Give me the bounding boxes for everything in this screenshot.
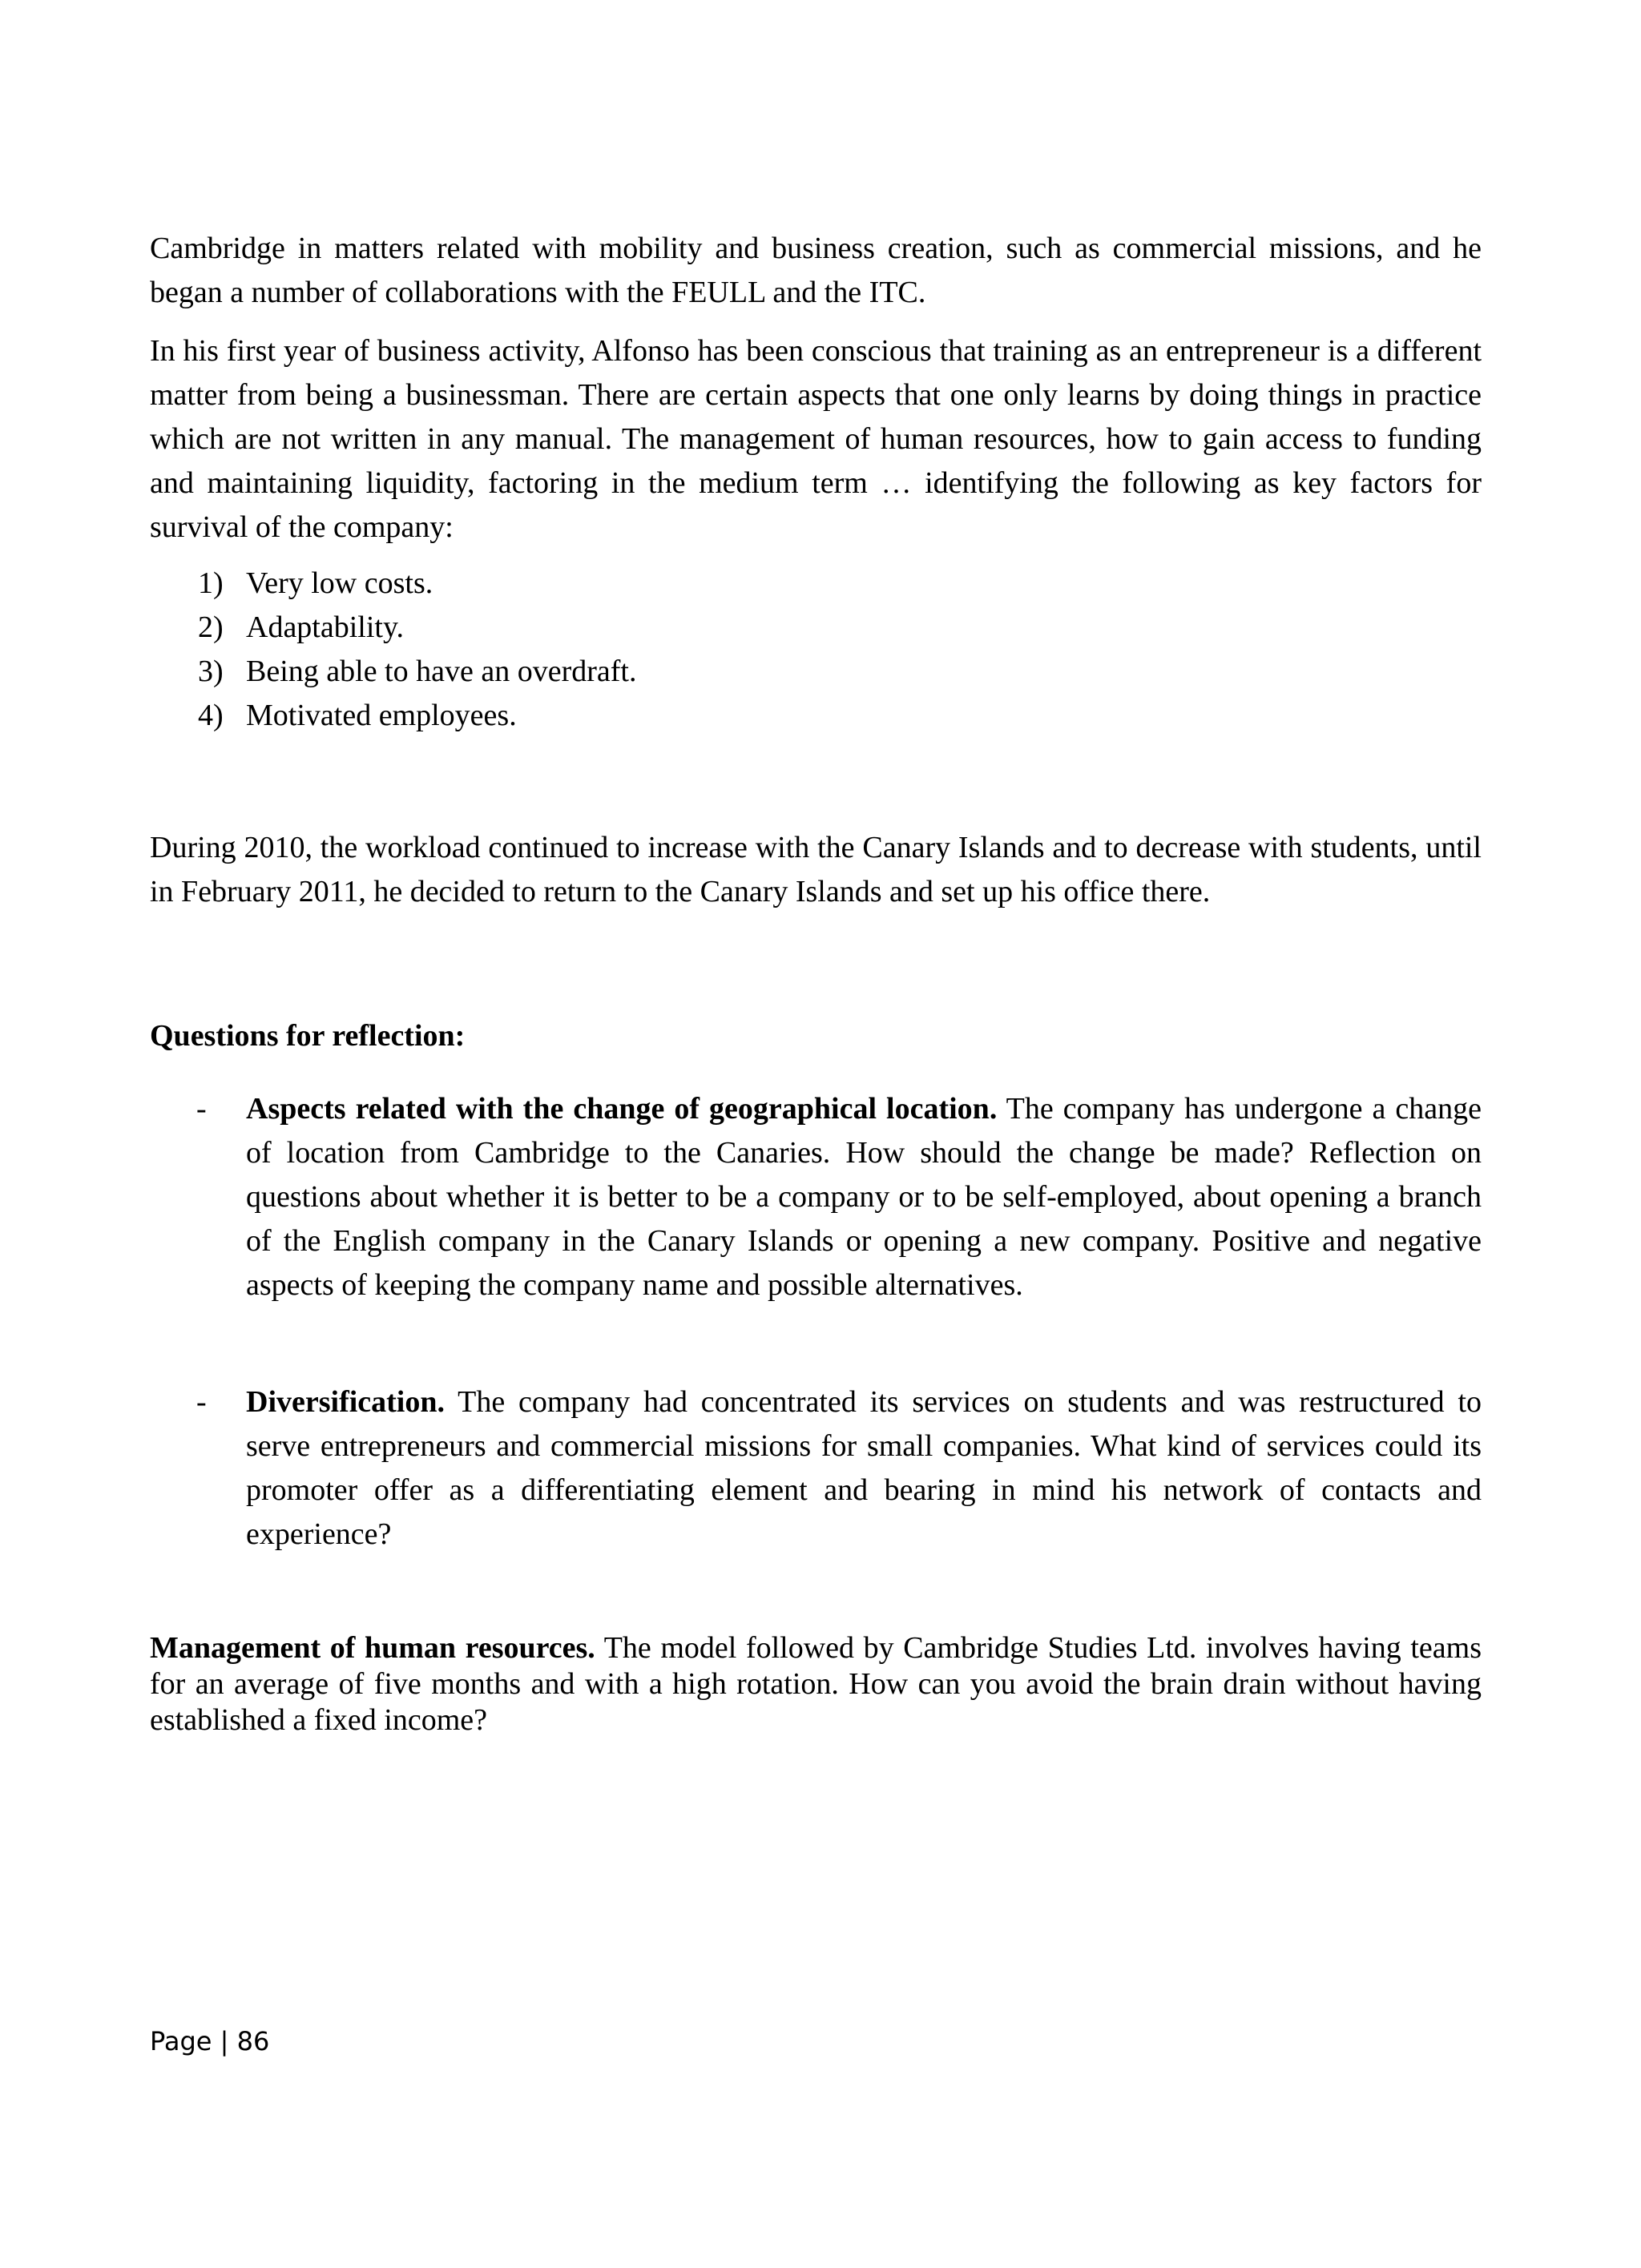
list-number: 1): [198, 566, 224, 600]
list-item: [150, 562, 1482, 606]
page-body: [150, 227, 1482, 1738]
question-title: Aspects related with the change of geographical location.: [246, 1092, 998, 1126]
questions-heading: Questions for reflection:: [150, 1019, 466, 1053]
paragraph-2010: During 2010, the workload continued to increase with the Canary Islands and to decrease with students, until in February 2011, he decided to return to the Canary Islands and set up his office there.: [150, 831, 1482, 908]
list-item: [150, 650, 1482, 694]
list-item: [150, 606, 1482, 650]
list-item-text: Very low costs.: [246, 566, 433, 600]
paragraph-intro: Cambridge in matters related with mobility and business creation, such as commercial missions, and he began a number of collaborations with the FEULL and the ITC.: [150, 232, 1482, 309]
list-number: 4): [198, 699, 224, 732]
list-item-text: Motivated employees.: [246, 699, 517, 732]
question-title: Diversification.: [246, 1385, 446, 1419]
list-item: [150, 694, 1482, 738]
list-item-text: Adaptability.: [246, 610, 404, 644]
bullet-dash: -: [196, 1092, 207, 1126]
list-item-text: Being able to have an overdraft.: [246, 655, 637, 688]
hr-title: Management of human resources.: [150, 1631, 595, 1665]
page-number-footer: Page | 86: [150, 2026, 270, 2057]
list-number: 2): [198, 610, 224, 644]
question-diversification: [150, 1380, 1482, 1557]
paragraph-human-resources: [150, 1630, 1482, 1738]
question-text: The company had concentrated its services on students and was restructured to serve entrepreneurs and commercial missions for small companies. What kind of services could its promoter offer as a differentiating element and bearing in mind his network of contacts and experience?: [246, 1385, 1482, 1551]
hr-text: The model followed by Cambridge Studies Ltd. involves having teams for an average of five months and with a high rotation. How can you avoid the brain drain without having established a fixed income?: [150, 1631, 1482, 1737]
paragraph-first-year: In his first year of business activity, Alfonso has been conscious that training as an entrepreneur is a different matter from being a businessman. There are certain aspects that one only learns by doing things in practice which are not written in any manual. The management of human resources, how to gain access to funding and maintaining liquidity, factoring in the medium term … identifying the following as key factors for survival of the company:: [150, 334, 1482, 544]
list-number: 3): [198, 655, 224, 688]
question-text: The company has undergone a change of location from Cambridge to the Canaries. How should the change be made? Reflection on questions about whether it is better to be a company or to be self-employed, about opening a branch of the English company in the Canary Islands or opening a new company. Positive and negative aspects of keeping the company name and possible alternatives.: [246, 1092, 1482, 1302]
question-geographical-location: [150, 1087, 1482, 1307]
key-factors-list: [150, 562, 1482, 738]
bullet-dash: -: [196, 1385, 207, 1419]
